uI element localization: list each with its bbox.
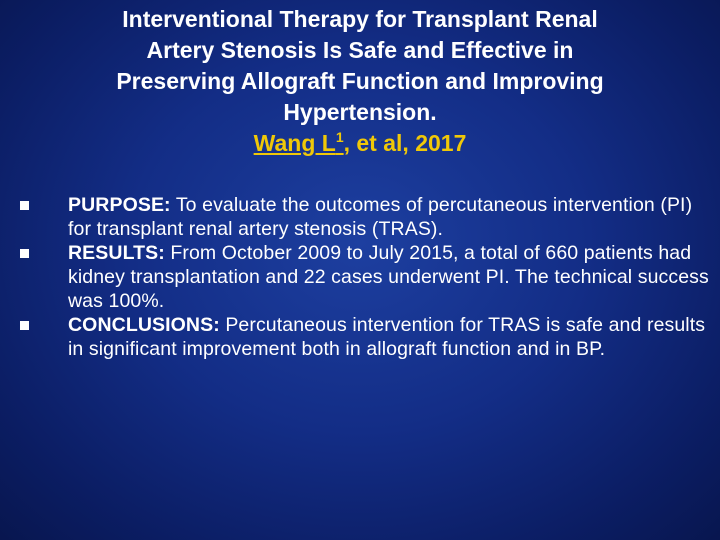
bullet-text: From October 2009 to July 2015, a total of 660 patients had kidney transplantation and 22 cases underwent PI. The technical success was 100%. — [68, 242, 709, 312]
title-line: Interventional Therapy for Transplant Renal — [122, 6, 598, 32]
bullet-label: RESULTS: — [68, 242, 165, 264]
title-line: Preserving Allograft Function and Improving — [116, 68, 604, 94]
title-line: Artery Stenosis Is Safe and Effective in — [146, 37, 574, 63]
bullet-text: Percutaneous intervention for TRAS is safe and results in significant improvement both in allograft function and in BP. — [68, 314, 706, 360]
title-line: Hypertension. — [283, 99, 437, 125]
bullet-text: To evaluate the outcomes of percutaneous intervention (PI) for transplant renal artery stenosis (TRAS). — [68, 194, 693, 240]
bullet-results — [20, 241, 710, 313]
citation-author — [254, 130, 344, 156]
citation-author-name: Wang L — [253, 130, 336, 156]
citation-rest: , et al, 2017 — [343, 130, 467, 156]
bullet-label: PURPOSE: — [68, 194, 171, 216]
bullet-label: CONCLUSIONS: — [68, 314, 220, 336]
square-bullet-icon — [20, 201, 29, 210]
slide-title — [20, 4, 700, 159]
citation — [20, 128, 700, 159]
square-bullet-icon — [20, 321, 29, 330]
bullet-conclusions — [20, 313, 710, 361]
bullet-purpose — [20, 193, 710, 241]
bullet-list — [20, 193, 710, 361]
citation-superscript: 1 — [335, 129, 344, 145]
square-bullet-icon — [20, 249, 29, 258]
